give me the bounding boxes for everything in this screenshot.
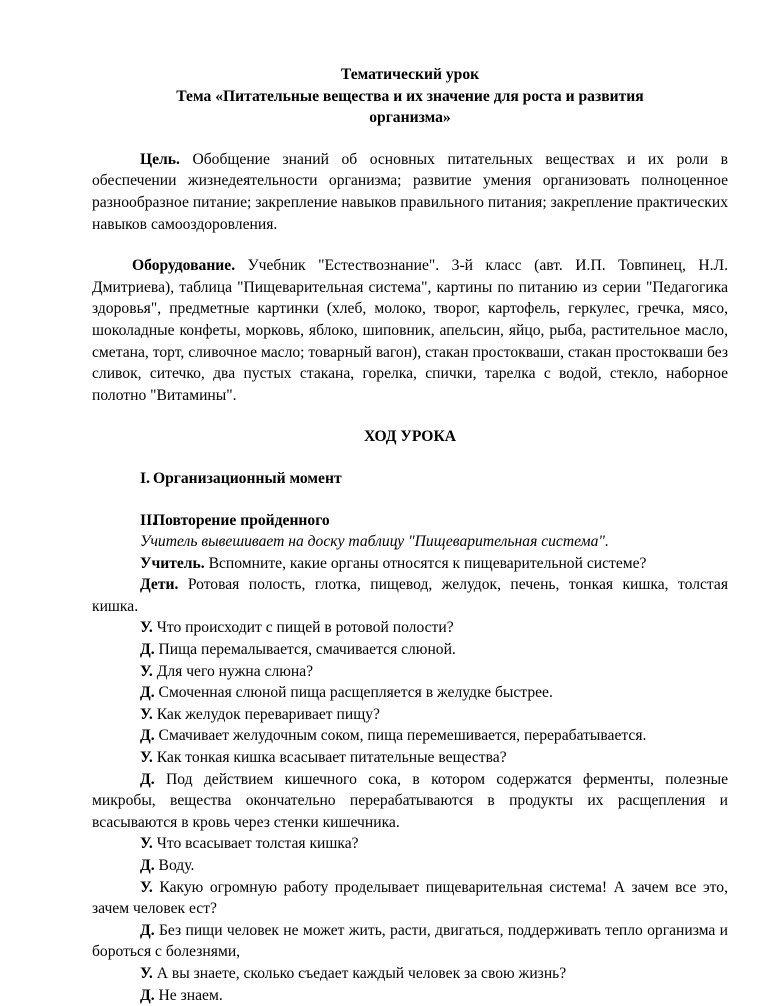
- dialogue-text: Для чего нужна слюна?: [152, 662, 314, 680]
- document-title: Тематический урок: [340, 66, 480, 83]
- equipment-paragraph: [92, 255, 728, 406]
- dialogue-line: [92, 704, 728, 726]
- dialogue-text: Ротовая полость, глотка, пищевод, желудок, печень, тонкая кишка, толстая кишка.: [92, 576, 728, 615]
- dialogue-line: [92, 617, 728, 639]
- dialogue-line: [92, 769, 728, 834]
- speaker-label: Д.: [140, 727, 155, 745]
- dialogue-line: [92, 639, 728, 661]
- goal-paragraph: [92, 149, 728, 235]
- teacher-instruction: Учитель вывешивает на доску таблицу "Пищеварительная система".: [140, 533, 609, 551]
- speaker-label: У.: [140, 619, 153, 637]
- dialogue-line: [92, 833, 728, 855]
- dialogue: [92, 553, 728, 1006]
- section-heading: [92, 510, 728, 532]
- dialogue-line: [92, 574, 728, 617]
- speaker-label: У.: [140, 662, 153, 680]
- dialogue-text: Вспомните, какие органы относятся к пищеварительной системе?: [204, 554, 647, 572]
- dialogue-line: [92, 855, 728, 877]
- speaker-label: Учитель.: [140, 554, 205, 572]
- speaker-label: У.: [140, 749, 153, 767]
- goal-text: Обобщение знаний об основных питательных веществах и их роли в обеспечении жизнедеятельности организма; развитие умения организовать полноценное разнообразное питание; закрепление навыков правильного питания; закрепление практических навыков самооздоровления.: [92, 150, 728, 233]
- section-title: Организационный момент: [153, 469, 342, 487]
- speaker-label: У.: [140, 878, 153, 896]
- dialogue-text: Под действием кишечного сока, в котором содержатся ферменты, полезные микробы, вещества окончательно перерабатываются в продукты их расщепления и всасываются в кровь через стенки кишечника.: [92, 770, 728, 831]
- dialogue-line: [92, 682, 728, 704]
- dialogue-text: Смоченная слюной пища расщепляется в желудке быстрее.: [154, 684, 553, 702]
- section-heading: [92, 468, 728, 490]
- dialogue-text: А вы знаете, сколько съедает каждый человек за свою жизнь?: [152, 964, 567, 982]
- speaker-label: У.: [140, 964, 153, 982]
- speaker-label: Д.: [140, 857, 155, 874]
- dialogue-line: [92, 725, 728, 747]
- dialogue-text: Смачивает желудочным соком, пища перемешивается, перерабатывается.: [154, 727, 647, 745]
- dialogue-text: Что всасывает толстая кишка?: [152, 835, 359, 853]
- dialogue-text: Что происходит с пищей в ротовой полости?: [152, 619, 454, 637]
- dialogue-line: [92, 963, 728, 985]
- dialogue-line: [92, 877, 728, 920]
- dialogue-text: Пища перемалывается, смачивается слюной.: [154, 641, 456, 659]
- dialogue-text: Как желудок переваривает пищу?: [152, 705, 380, 723]
- lesson-topic-line-2: организма»: [369, 109, 451, 127]
- goal-label: Цель.: [140, 150, 180, 168]
- dialogue-line: [92, 920, 728, 963]
- dialogue-line: [92, 985, 728, 1006]
- section-number: I.: [140, 469, 150, 487]
- speaker-label: Д.: [140, 986, 155, 1004]
- speaker-label: Дети.: [140, 576, 179, 594]
- dialogue-text: Без пищи человек не может жить, расти, двигаться, поддерживать тепло организма и бороться с болезнями,: [92, 921, 728, 961]
- document-page: [92, 64, 728, 1006]
- speaker-label: Д.: [140, 770, 155, 788]
- speaker-label: Д.: [140, 921, 155, 939]
- equipment-label: Оборудование.: [132, 257, 236, 275]
- speaker-label: Д.: [140, 684, 155, 702]
- dialogue-text: Как тонкая кишка всасывает питательные вещества?: [152, 749, 507, 767]
- speaker-label: Д.: [140, 641, 155, 659]
- speaker-label: У.: [140, 705, 153, 723]
- dialogue-line: [92, 553, 728, 575]
- dialogue-line: [92, 747, 728, 769]
- dialogue-text: Воду.: [154, 857, 195, 874]
- dialogue-text: Какую огромную работу проделывает пищеварительная система! А зачем все это, зачем человек ест?: [92, 878, 728, 918]
- speaker-label: У.: [140, 835, 153, 853]
- lesson-topic-line-1: Тема «Питательные вещества и их значение для роста и развития: [176, 87, 644, 105]
- section-title: Повторение пройденного: [153, 511, 330, 529]
- equipment-text: Учебник "Естествознание". 3-й класс (авт. И.П. Товпинец, Н.Л. Дмитриева), таблица "Пищеварительная система", картины по питанию из серии "Педагогика здоровья", предметные картинки (хлеб, молоко, творог, картофель, геркулес, гречка, мясо, шоколадные конфеты, морковь, яблоко, шиповник, апельсин, яйцо, рыба, растительное масло, сметана, торт, сливочное масло; товарный вагон), стакан простокваши, стакан простокваши без сливок, ситечко, два пустых стакана, горелка, спички, тарелка с водой, стекло, наборное полотно "Витамины".: [92, 257, 728, 404]
- dialogue-line: [92, 661, 728, 683]
- dialogue-text: Не знаем.: [154, 986, 223, 1004]
- section-number: II.: [140, 511, 157, 529]
- progress-heading: ХОД УРОКА: [363, 428, 457, 446]
